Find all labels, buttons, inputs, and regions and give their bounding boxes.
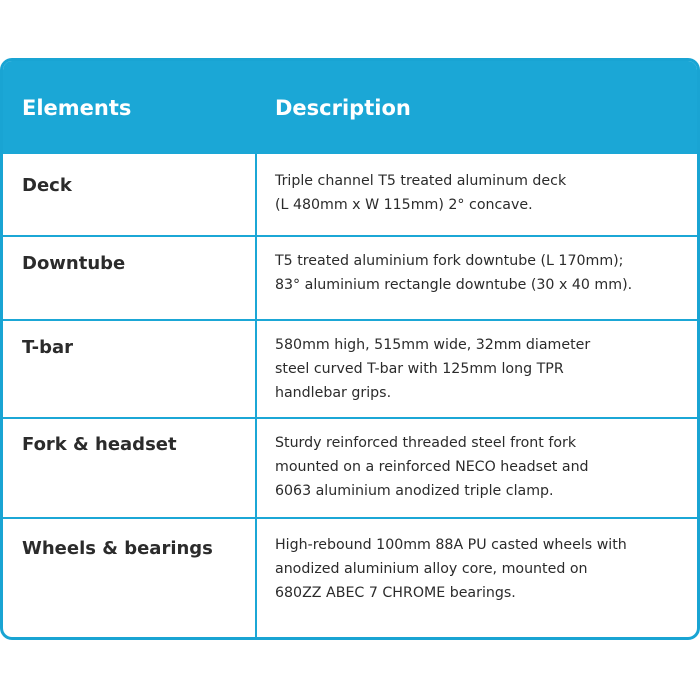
description-t-bar: [275, 333, 693, 405]
header-elements: Elements: [22, 95, 132, 120]
description-fork-headset: [275, 431, 693, 503]
column-divider: [255, 61, 257, 640]
element-deck: Deck: [22, 175, 72, 196]
description-line: 580mm high, 515mm wide, 32mm diameter: [275, 337, 591, 353]
table-header: [3, 61, 697, 154]
row-divider: [3, 319, 697, 321]
description-line: mounted on a reinforced NECO headset and: [275, 459, 589, 475]
description-line: High-rebound 100mm 88A PU casted wheels with: [275, 537, 627, 553]
row-divider: [3, 151, 697, 153]
description-downtube: [275, 249, 693, 297]
description-line: 83° aluminium rectangle downtube (30 x 40 mm).: [275, 277, 633, 293]
description-line: 680ZZ ABEC 7 CHROME bearings.: [275, 585, 516, 601]
description-line: (L 480mm x W 115mm) 2° concave.: [275, 197, 533, 213]
element-wheels-bearings: Wheels & bearings: [22, 538, 213, 559]
row-divider: [3, 517, 697, 519]
element-downtube: Downtube: [22, 253, 126, 274]
description-deck: [275, 169, 693, 217]
element-t-bar: T-bar: [22, 337, 74, 358]
description-line: handlebar grips.: [275, 385, 392, 401]
description-wheels-bearings: [275, 533, 693, 605]
spec-table: [0, 58, 700, 640]
description-line: Sturdy reinforced threaded steel front fork: [275, 435, 577, 451]
description-line: anodized aluminium alloy core, mounted on: [275, 561, 588, 577]
row-divider: [3, 417, 697, 419]
description-line: Triple channel T5 treated aluminum deck: [275, 173, 567, 189]
description-line: T5 treated aluminium fork downtube (L 170mm);: [275, 253, 624, 269]
header-description: Description: [275, 95, 411, 120]
row-divider: [3, 235, 697, 237]
element-fork-headset: Fork & headset: [22, 434, 177, 455]
description-line: 6063 aluminium anodized triple clamp.: [275, 483, 554, 499]
description-line: steel curved T-bar with 125mm long TPR: [275, 361, 564, 377]
